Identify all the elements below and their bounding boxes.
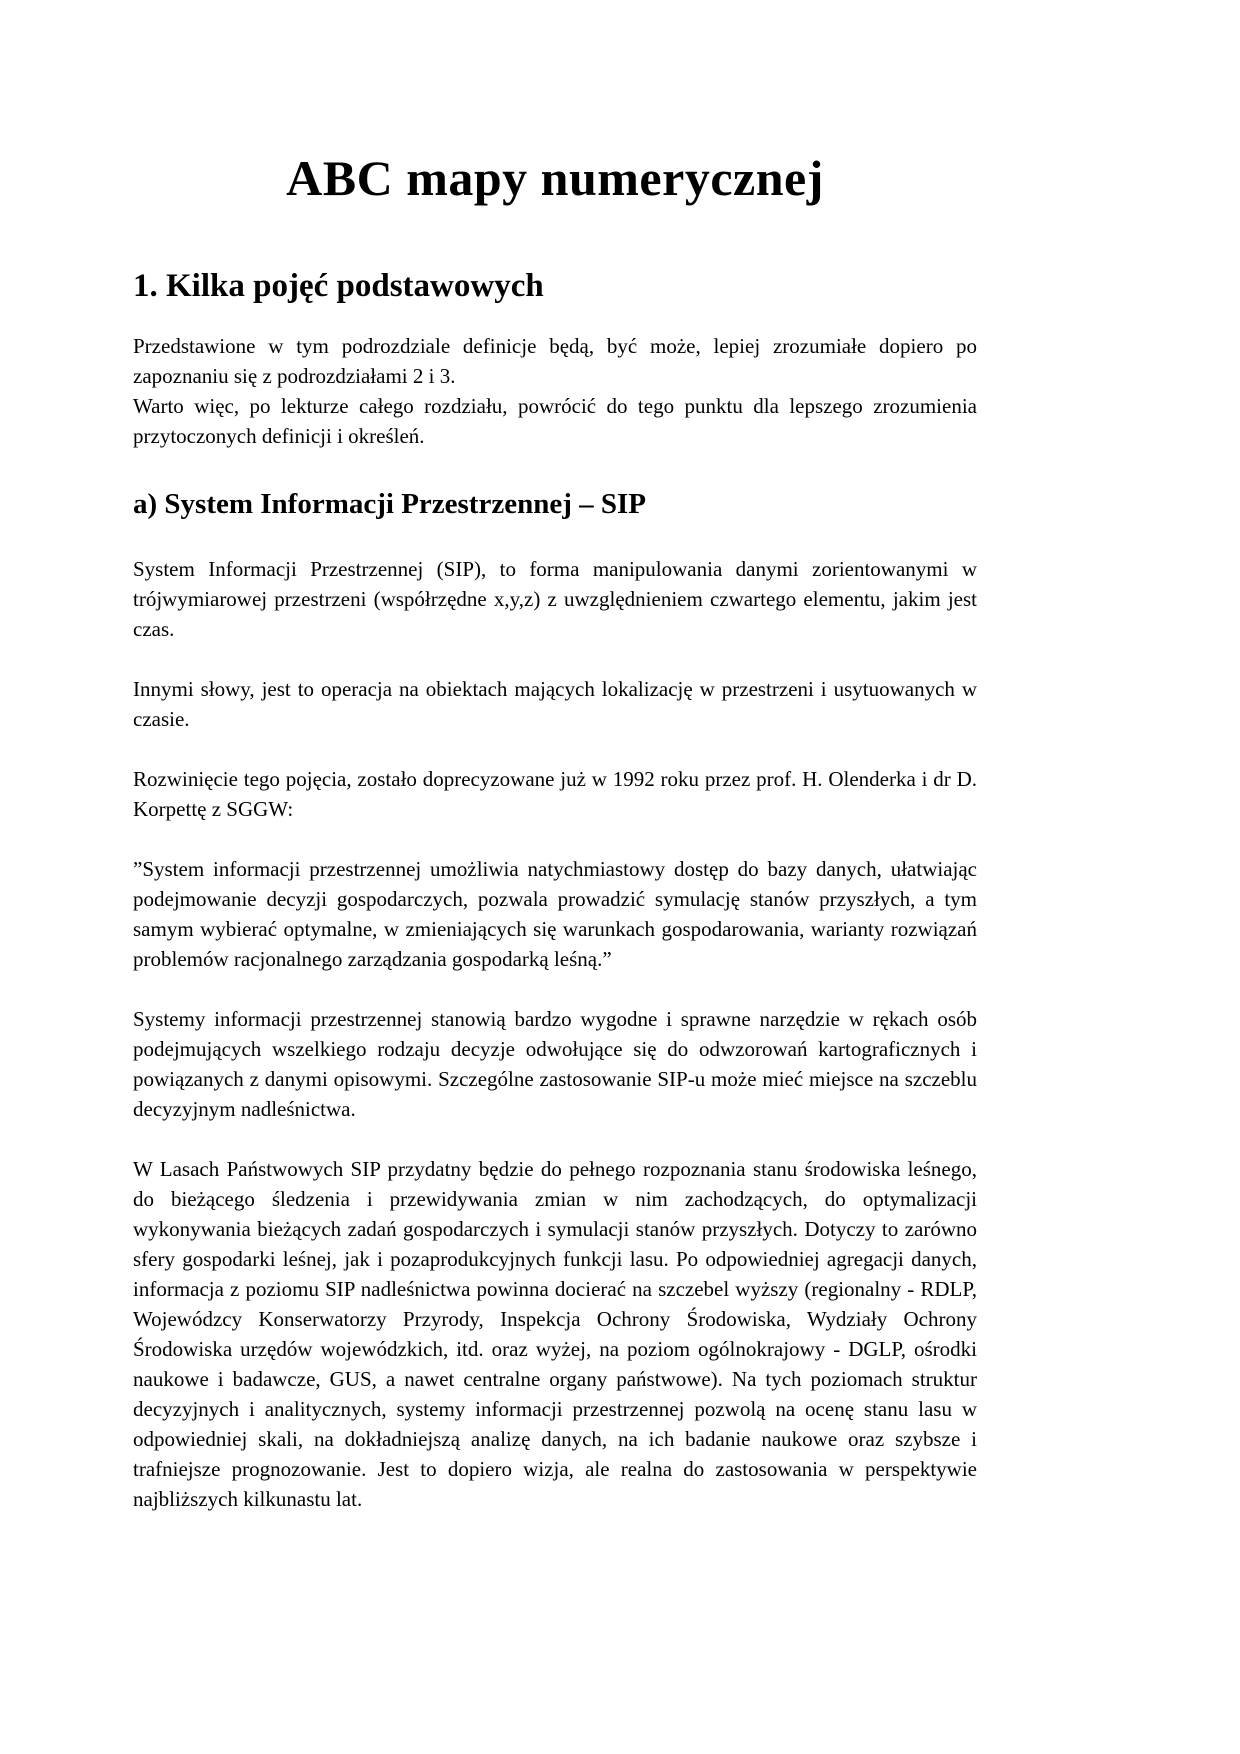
paragraph-operations-in-space: Innymi słowy, jest to operacja na obiektach mających lokalizację w przestrzeni i usytuowanych w czasie.: [133, 677, 977, 732]
document-title: ABC mapy numerycznej: [286, 150, 824, 206]
paragraph-lasy-panstwowe: W Lasach Państwowych SIP przydatny będzie do pełnego rozpoznania stanu środowiska leśnego, do bieżącego śledzenia i przewidywania zmian w nim zachodzących, do optymalizacji wykonywania bieżących zadań gospodarczych i symulacji stanów przyszłych. Dotyczy to zarówno sfery gospodarki leśnej, jak i pozaprodukcyjnych funkcji lasu. Po odpowiedniej agregacji danych, informacja z poziomu SIP nadleśnictwa powinna docierać na szczebel wyższy (regionalny - RDLP, Wojewódzcy Konserwatorzy Przyrody, Inspekcja Ochrony Środowiska, Wydziały Ochrony Środowiska urzędów wojewódzkich, itd. oraz wyżej, na poziom ogólnokrajowy - DGLP, ośrodki naukowe i badawcze, GUS, a nawet centralne organy państwowe). Na tych poziomach struktur decyzyjnych i analitycznych, systemy informacji przestrzennej pozwolą na ocenę stanu lasu w odpowiedniej skali, na dokładniejszą analizę danych, na ich badanie naukowe oraz szybsze i trafniejsze prognozowanie. Jest to dopiero wizja, ale realna do zastosowania w perspektywie najbliższych kilkunastu lat.: [133, 1157, 977, 1512]
section-heading: 1. Kilka pojęć podstawowych: [133, 267, 544, 304]
quote-paragraph: ”System informacji przestrzennej umożliwia natychmiastowy dostęp do bazy danych, ułatwiając podejmowanie decyzji gospodarczych, pozwala prowadzić symulację stanów przyszłych, a tym samym wybierać optymalne, w zmieniających się warunkach gospodarowania, warianty rozwiązań problemów racjonalnego zarządzania gospodarką leśną.”: [133, 857, 977, 972]
intro-paragraph-2: Warto więc, po lekturze całego rozdziału, powrócić do tego punktu dla lepszego zrozumienia przytoczonych definicji i określeń.: [133, 394, 977, 449]
paragraph-concept-origin: Rozwinięcie tego pojęcia, zostało doprecyzowane już w 1992 roku przez prof. H. Olenderka i dr D. Korpettę z SGGW:: [133, 767, 977, 822]
subsection-heading: a) System Informacji Przestrzennej – SIP: [133, 488, 646, 521]
paragraph-sip-benefits: Systemy informacji przestrzennej stanowią bardzo wygodne i sprawne narzędzie w rękach osób podejmujących wszelkiego rodzaju decyzje odwołujące się do odwzorowań kartograficznych i powiązanych z danymi opisowymi. Szczególne zastosowanie SIP-u może mieć miejsce na szczeblu decyzyjnym nadleśnictwa.: [133, 1007, 977, 1122]
intro-paragraph-1: Przedstawione w tym podrozdziale definicje będą, być może, lepiej zrozumiałe dopiero po zapoznaniu się z podrozdziałami 2 i 3.: [133, 334, 977, 389]
paragraph-sip-definition: System Informacji Przestrzennej (SIP), to forma manipulowania danymi zorientowanymi w trójwymiarowej przestrzeni (współrzędne x,y,z) z uwzględnieniem czwartego elementu, jakim jest czas.: [133, 557, 977, 642]
